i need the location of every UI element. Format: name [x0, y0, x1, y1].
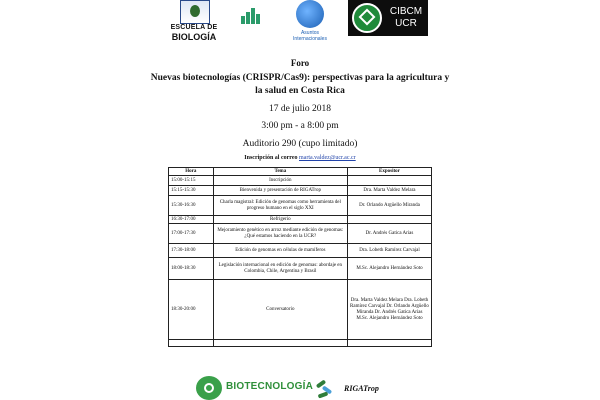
- cell-hora: 15:30-16:30: [169, 196, 214, 216]
- cell-expositor: [347, 340, 431, 347]
- biotecnologia-logo-text: BIOTECNOLOGÍA: [226, 381, 314, 392]
- shield-icon: [180, 0, 210, 24]
- registration-line: [150, 155, 450, 161]
- event-venue: Auditorio 290 (cupo limitado): [242, 139, 358, 149]
- table-row: [169, 216, 432, 224]
- registration-label: Inscripción al correo: [244, 155, 298, 161]
- cell-tema: Mejoramiento genético en arroz mediante edición de genomas: ¿Qué estamos haciendo en la UCR?: [213, 224, 347, 244]
- program-table: [168, 167, 432, 347]
- cell-expositor: [347, 216, 431, 224]
- table-row: [169, 340, 432, 347]
- cell-hora: 18:00-18:30: [169, 258, 214, 280]
- table-header-row: [169, 168, 432, 176]
- event-type: Foro: [290, 58, 310, 68]
- column-header-expositor: Expositor: [347, 168, 431, 176]
- cibcm-logo-line1: CIBCM: [389, 6, 423, 17]
- table-row: [169, 196, 432, 216]
- cell-tema: Inscripción: [213, 176, 347, 186]
- cibcm-emblem-icon: [352, 3, 382, 33]
- column-header-tema: Tema: [213, 168, 347, 176]
- asuntos-internacionales-logo: [280, 0, 340, 46]
- cibcm-ucr-logo: [348, 0, 428, 36]
- table-row: [169, 176, 432, 186]
- asuntos-logo-line2: Internacionales: [293, 36, 327, 42]
- table-row: [169, 186, 432, 196]
- logo-strip: [0, 0, 600, 48]
- column-header-hora: Hora: [169, 168, 214, 176]
- cibcm-logo-line2: UCR: [395, 18, 417, 29]
- cell-tema: Edición de genomas en células de mamíferos: [213, 244, 347, 258]
- cell-hora: [169, 340, 214, 347]
- table-row: [169, 244, 432, 258]
- cell-hora: 17:00-17:30: [169, 224, 214, 244]
- leaf-icon: [316, 380, 334, 398]
- escuela-logo-line1: ESCUELA DE: [170, 24, 218, 31]
- footer-logos: [0, 376, 600, 400]
- cell-tema: Legislación internacional en edición de genomas: abordaje en Colombia, Chile, Argentina y Brasil: [213, 258, 347, 280]
- rigatrop-logo-text: RIGATrop: [344, 384, 379, 393]
- cell-expositor: Dra. Marta Valdez Melara Dra. Lobeth Ramírez Carvajal Dr. Orlando Argüello Miranda Dr. Andrés Gatica Arias M.Sc. Alejandro Hernández Soto: [347, 280, 431, 340]
- event-date: 17 de julio 2018: [268, 104, 331, 114]
- bars-icon: [241, 8, 259, 24]
- cell-expositor: Dr. Orlando Argüello Miranda: [347, 196, 431, 216]
- cell-expositor: M.Sc. Alejandro Hernández Soto: [347, 258, 431, 280]
- registration-email-link[interactable]: marta.valdez@ucr.ac.cr: [299, 155, 356, 161]
- globe-icon: [296, 0, 324, 28]
- biotecnologia-emblem-icon: [196, 376, 222, 400]
- cell-expositor: Dr. Andrés Gatica Arias: [347, 224, 431, 244]
- escuela-biologia-logo: [170, 0, 218, 44]
- cell-hora: 18:30-20:00: [169, 280, 214, 340]
- cell-hora: 17:30-18:00: [169, 244, 214, 258]
- cell-hora: 16:30-17:00: [169, 216, 214, 224]
- cell-tema: [213, 340, 347, 347]
- event-time: 3:00 pm - a 8:00 pm: [261, 121, 339, 131]
- asuntos-logo-line1: Asuntos: [300, 30, 320, 36]
- escuela-logo-line2: BIOLOGÍA: [171, 32, 217, 42]
- table-row: [169, 224, 432, 244]
- cell-tema: Bienvenida y presentación de RIGATrop: [213, 186, 347, 196]
- cell-expositor: Dra. Marta Valdez Melara: [347, 186, 431, 196]
- cell-tema: Refrigerio: [213, 216, 347, 224]
- cell-expositor: [347, 176, 431, 186]
- cell-hora: 15:15-15:30: [169, 186, 214, 196]
- table-row: [169, 280, 432, 340]
- cell-tema: Conversatorio: [213, 280, 347, 340]
- cell-hora: 15:00-15:15: [169, 176, 214, 186]
- cell-tema: Charla magistral: Edición de genomas como herramienta del progreso humano en el siglo XXI: [213, 196, 347, 216]
- small-green-logo: [237, 8, 263, 36]
- event-title: Nuevas biotecnologías (CRISPR/Cas9): perspectivas para la agricultura y la salud en Costa Rica: [150, 73, 450, 96]
- cell-expositor: Dra. Lobeth Ramírez Carvajal: [347, 244, 431, 258]
- table-row: [169, 258, 432, 280]
